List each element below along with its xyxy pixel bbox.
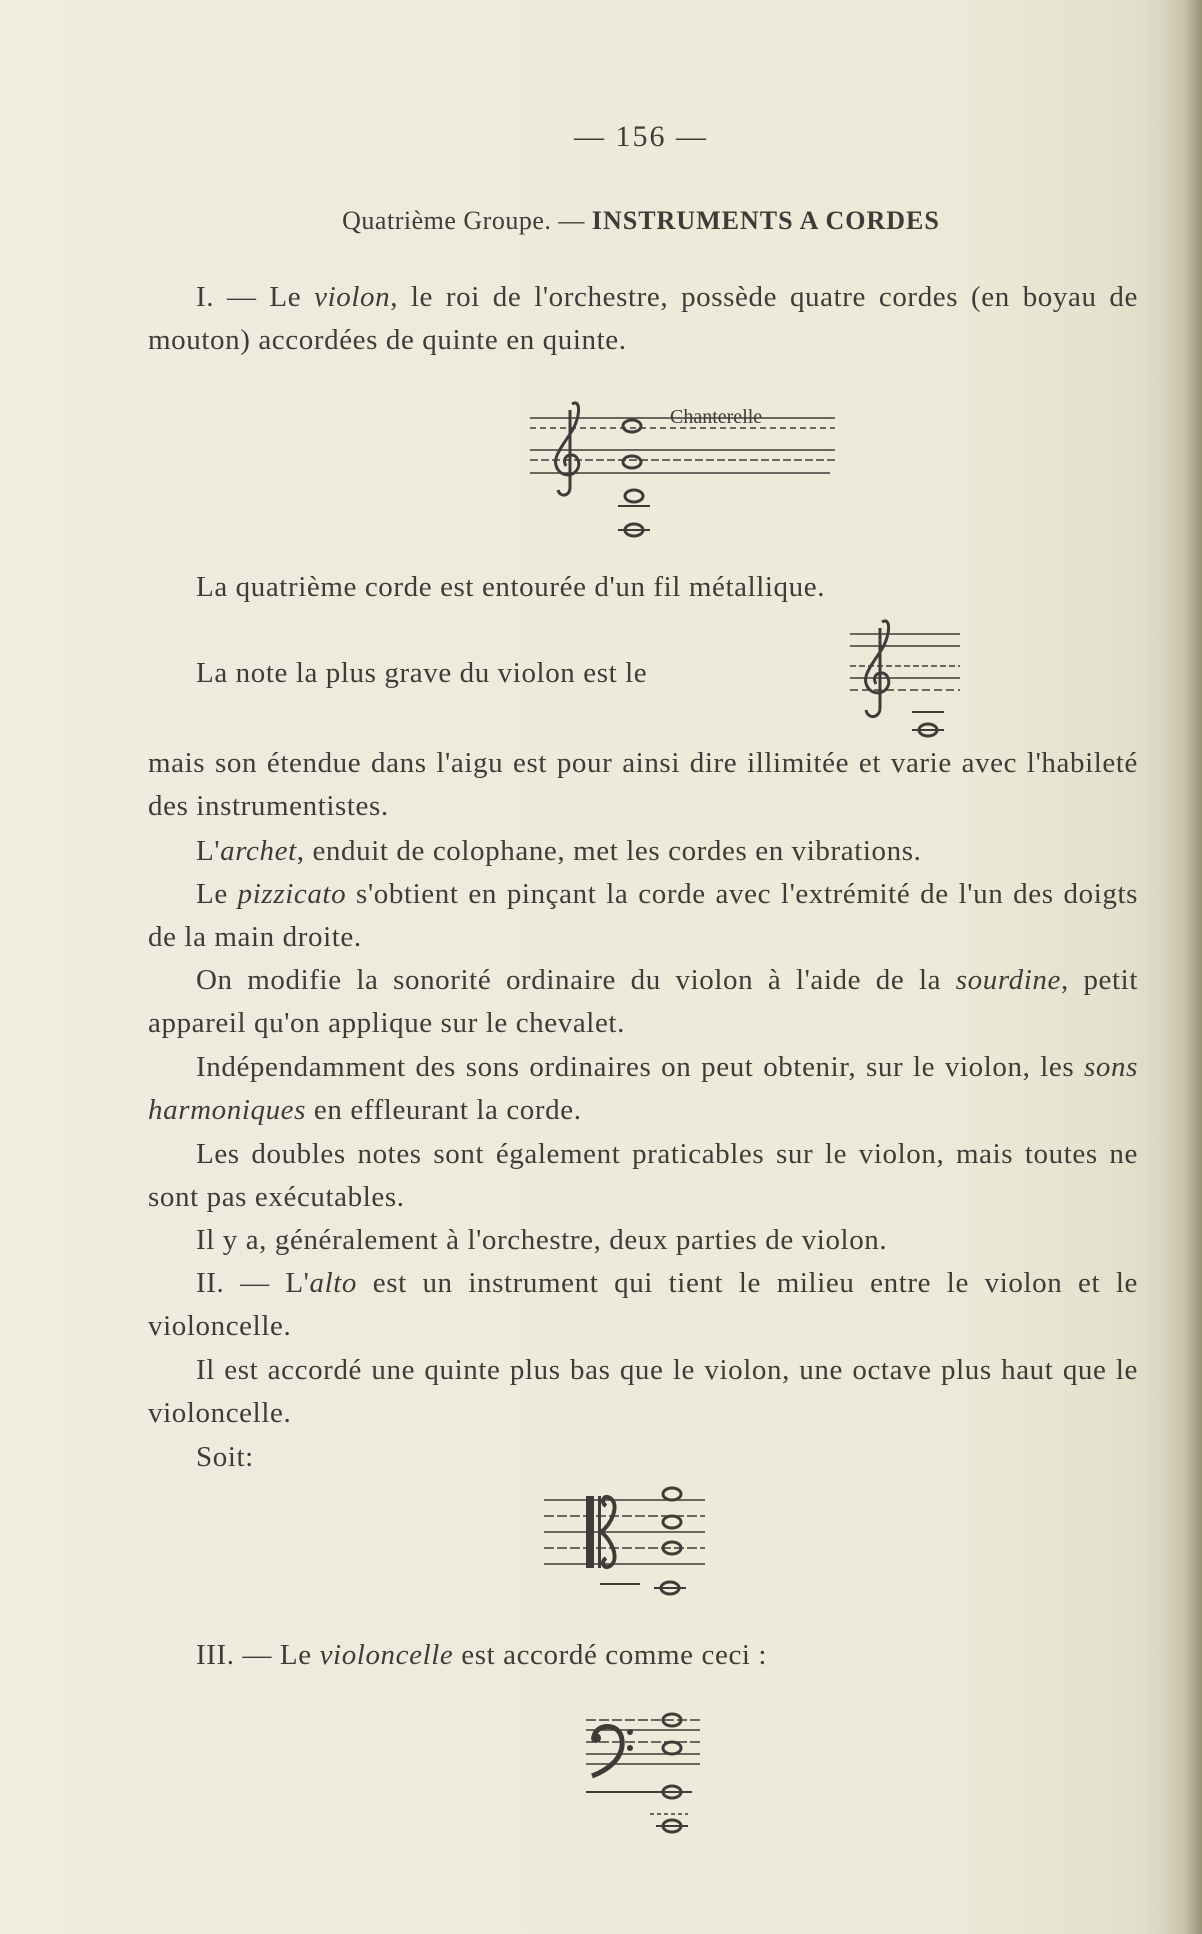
note-d-string	[625, 490, 643, 502]
violon-range-paragraph: mais son étendue dans l'aigu est pour ainsi dire illimitée et varie avec l'habileté des instrumentistes.	[148, 747, 1138, 822]
treble-clef-icon	[865, 621, 888, 717]
violon-paragraph-metal-string: La quatrième corde est entourée d'un fil métallique.	[196, 571, 826, 603]
page-number: — 156 —	[574, 120, 708, 153]
violon-intro-paragraph	[148, 276, 1138, 362]
deux-parties-paragraph: Il y a, généralement à l'orchestre, deux parties de violon.	[196, 1224, 888, 1256]
archet-rest: , enduit de colophane, met les cordes en vibrations.	[296, 835, 922, 867]
doubles-notes-paragraph: Les doubles notes sont également praticables sur le violon, mais toutes ne sont pas exécutables.	[148, 1138, 1138, 1213]
alto-string-notes	[654, 1488, 686, 1594]
violoncelle-prefix: III. — Le	[196, 1639, 320, 1671]
staff-lines-alto	[544, 1500, 705, 1584]
chanterelle-label: Chanterelle	[670, 406, 763, 428]
alto-intro-rest: est un instrument qui tient le milieu entre le violon et le violoncelle.	[148, 1267, 1138, 1342]
violin-strings-staff	[520, 400, 840, 550]
staff-lines-cello	[586, 1720, 700, 1814]
archet-paragraph	[148, 830, 1138, 873]
harmoniques-paragraph	[148, 1046, 1138, 1132]
harmoniques-prefix: Indépendamment des sons ordinaires on peut obtenir, sur le violon, les	[196, 1051, 1085, 1083]
harmoniques-term: sons harmoniques	[148, 1051, 1138, 1126]
violoncelle-rest: est accordé comme ceci :	[453, 1639, 768, 1671]
alto-strings-staff	[540, 1476, 720, 1616]
pizzicato-paragraph	[148, 873, 1138, 959]
violon-term: violon	[314, 281, 391, 313]
violon-intro-prefix: I. — Le	[196, 281, 315, 313]
note-e-string	[623, 420, 641, 432]
alto-intro-paragraph	[148, 1262, 1138, 1348]
section-heading	[0, 206, 1202, 236]
section-title: INSTRUMENTS A CORDES	[591, 206, 940, 235]
bass-clef-icon	[591, 1726, 633, 1776]
page-edge-shadow	[1162, 0, 1202, 1934]
violin-lowest-note-staff	[840, 618, 970, 748]
treble-clef-icon	[555, 403, 578, 495]
sourdine-paragraph	[148, 959, 1138, 1045]
archet-term: archet	[220, 835, 297, 867]
pizzicato-rest: s'obtient en pinçant la corde avec l'extrémité de l'un des doigts de la main droite.	[148, 878, 1139, 953]
alto-term: alto	[309, 1267, 358, 1299]
alto-soit-label: Soit:	[196, 1441, 254, 1473]
note-a-string	[623, 456, 641, 468]
violon-lowest-note-paragraph: La note la plus grave du violon est le	[196, 657, 648, 689]
sourdine-prefix: On modifie la sonorité ordinaire du violon à l'aide de la	[196, 964, 956, 996]
alto-intro-prefix: II. — L'	[196, 1267, 310, 1299]
harmoniques-rest: en effleurant la corde.	[306, 1094, 582, 1126]
sourdine-rest: , petit appareil qu'on applique sur le chevalet.	[148, 964, 1138, 1039]
violoncelle-paragraph	[148, 1634, 1138, 1677]
section-group-label: Quatrième Groupe. —	[342, 206, 592, 235]
archet-prefix: L'	[196, 835, 221, 867]
sourdine-term: sourdine	[955, 964, 1061, 996]
violon-intro-rest: , le roi de l'orchestre, possède quatre cordes (en boyau de mouton) accordées de quinte en quinte.	[148, 281, 1139, 356]
string-notes	[618, 420, 650, 536]
cello-strings-staff	[580, 1700, 710, 1850]
violoncelle-term: violoncelle	[319, 1639, 454, 1671]
pizzicato-term: pizzicato	[237, 878, 347, 910]
alto-tuning-paragraph: Il est accordé une quinte plus bas que le violon, une octave plus haut que le violoncelle.	[148, 1354, 1138, 1429]
pizzicato-prefix: Le	[196, 878, 238, 910]
